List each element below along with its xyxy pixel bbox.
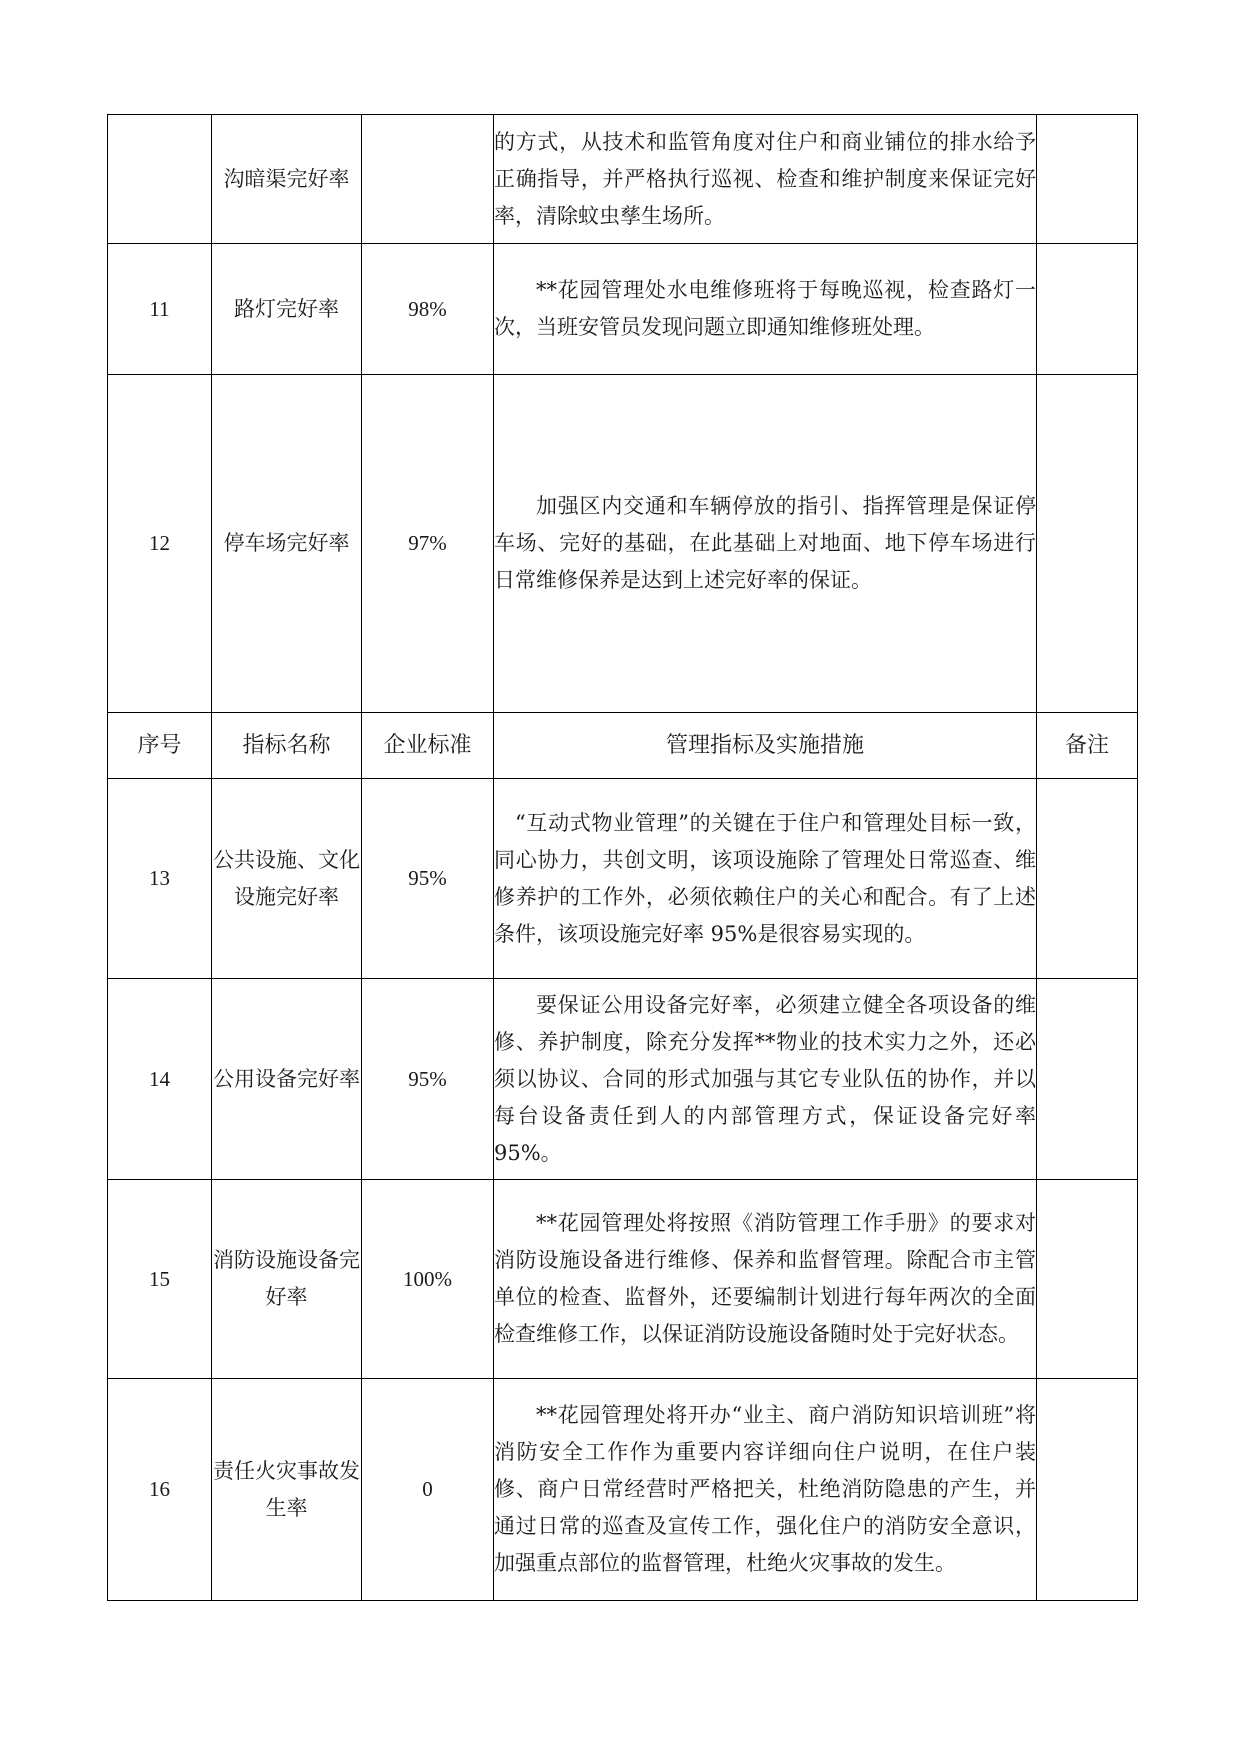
table-header-row: [108, 713, 1138, 779]
row-standard: 0: [362, 1379, 494, 1601]
row-measures: 要保证公用设备完好率，必须建立健全各项设备的维修、养护制度，除充分发挥**物业的技术实力之外，还必须以协议、合同的形式加强与其它专业队伍的协作，并以每台设备责任到人的内部管理方式，保证设备完好率 95%。: [494, 992, 1036, 1165]
row-indicator-name: 沟暗渠完好率: [212, 115, 362, 244]
header-indicator-name: 指标名称: [212, 713, 362, 779]
row-remarks: [1037, 779, 1138, 979]
row-measures-cell: [494, 375, 1037, 713]
row-indicator-name: 公共设施、文化设施完好率: [212, 779, 362, 979]
row-remarks: [1037, 1180, 1138, 1379]
row-indicator-name: 公用设备完好率: [212, 979, 362, 1180]
row-standard: 95%: [362, 979, 494, 1180]
table-row: [108, 979, 1138, 1180]
row-measures-cell: [494, 979, 1037, 1180]
table-row: [108, 779, 1138, 979]
row-measures: **花园管理处将按照《消防管理工作手册》的要求对消防设施设备进行维修、保养和监督管理。除配合市主管单位的检查、监督外，还要编制计划进行每年两次的全面检查维修工作，以保证消防设施设备随时处于完好状态。: [494, 1211, 1036, 1346]
row-indicator-name: 停车场完好率: [212, 375, 362, 713]
row-measures-cell: [494, 244, 1037, 375]
row-seq: 16: [108, 1379, 212, 1601]
row-measures-cell: [494, 779, 1037, 979]
header-remarks: 备注: [1037, 713, 1138, 779]
row-seq: 12: [108, 375, 212, 713]
table-row: [108, 1180, 1138, 1379]
row-measures: 的方式，从技术和监管角度对住户和商业铺位的排水给予正确指导，并严格执行巡视、检查和维护制度来保证完好率，清除蚊虫孳生场所。: [494, 129, 1036, 228]
row-standard: [362, 115, 494, 244]
row-measures-cell: [494, 1180, 1037, 1379]
row-indicator-name: 消防设施设备完好率: [212, 1180, 362, 1379]
row-remarks: [1037, 115, 1138, 244]
row-indicator-name: 责任火灾事故发生率: [212, 1379, 362, 1601]
header-seq: 序号: [108, 713, 212, 779]
row-standard: 97%: [362, 375, 494, 713]
row-seq: 13: [108, 779, 212, 979]
row-seq: 14: [108, 979, 212, 1180]
row-measures: **花园管理处将开办“业主、商户消防知识培训班”将消防安全工作作为重要内容详细向住户说明，在住户装修、商户日常经营时严格把关，杜绝消防隐患的产生，并通过日常的巡查及宣传工作，强化住户的消防安全意识，加强重点部位的监督管理，杜绝火灾事故的发生。: [494, 1403, 1036, 1575]
row-measures-cell: [494, 1379, 1037, 1601]
table-row: [108, 375, 1138, 713]
row-remarks: [1037, 244, 1138, 375]
row-measures: 加强区内交通和车辆停放的指引、指挥管理是保证停车场、完好的基础，在此基础上对地面、地下停车场进行日常维修保养是达到上述完好率的保证。: [494, 494, 1036, 592]
row-measures: **花园管理处水电维修班将于每晚巡视，检查路灯一次，当班安管员发现问题立即通知维修班处理。: [494, 278, 1036, 339]
row-standard: 98%: [362, 244, 494, 375]
row-seq: [108, 115, 212, 244]
row-indicator-name: 路灯完好率: [212, 244, 362, 375]
table-row: [108, 115, 1138, 244]
header-standard: 企业标准: [362, 713, 494, 779]
table-row: [108, 244, 1138, 375]
header-measures: 管理指标及实施措施: [494, 713, 1037, 779]
row-standard: 100%: [362, 1180, 494, 1379]
row-remarks: [1037, 375, 1138, 713]
row-seq: 11: [108, 244, 212, 375]
row-remarks: [1037, 1379, 1138, 1601]
management-indicator-table: [107, 114, 1138, 1601]
row-remarks: [1037, 979, 1138, 1180]
table-row: [108, 1379, 1138, 1601]
row-standard: 95%: [362, 779, 494, 979]
row-measures-cell: [494, 115, 1037, 244]
row-measures: “互动式物业管理”的关键在于住户和管理处目标一致，同心协力，共创文明，该项设施除了管理处日常巡查、维修养护的工作外，必须依赖住户的关心和配合。有了上述条件，该项设施完好率 95%是很容易实现的。: [494, 810, 1036, 946]
row-seq: 15: [108, 1180, 212, 1379]
